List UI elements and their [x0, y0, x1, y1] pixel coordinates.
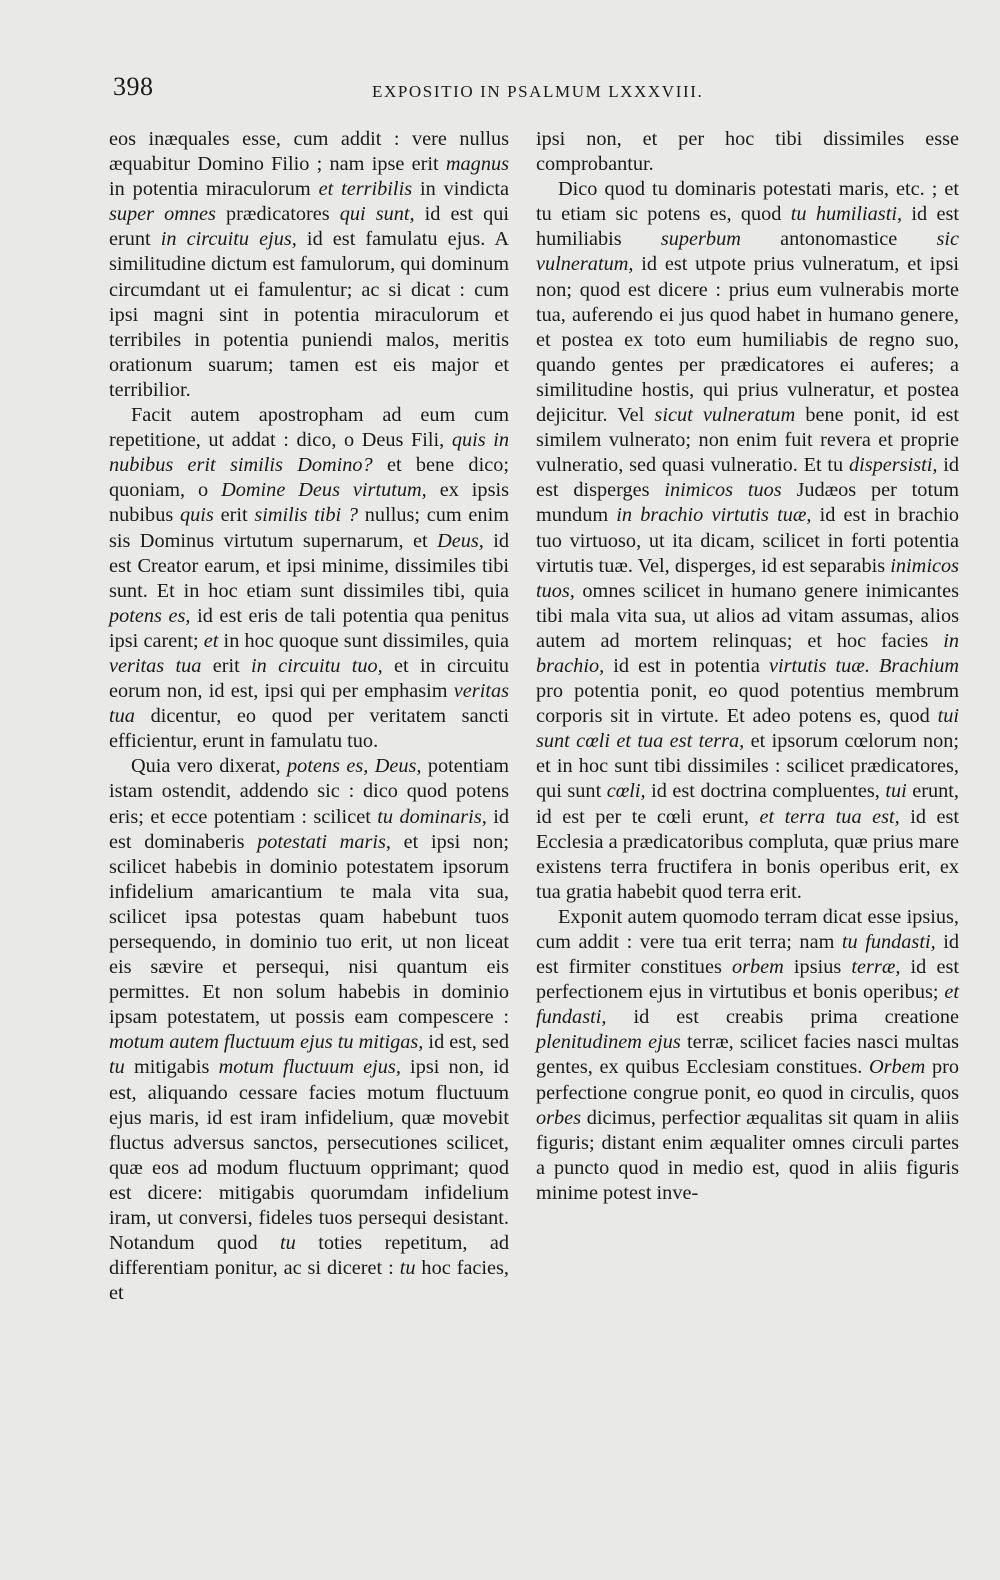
- text-segment: id est utpote prius vulneratum, et ipsi non; quod est dicere : prius eum vulnerabis morte tua, auferendo ei jus quod habet in humano genere, et postea ex toto eum humiliabis de regno suo, quando gentes per prædicatores ei auferes; a similitudine hostis, qui prius vulneratur, et postea dejicitur. Vel: [536, 253, 959, 427]
- text-segment: ipsius: [783, 956, 852, 979]
- text-segment: Quia vero dixerat,: [131, 755, 288, 778]
- italic-text: inimicos tuos,: [536, 554, 959, 602]
- italic-text: veritas tua: [109, 654, 202, 677]
- italic-text: in brachio virtutis tuæ,: [616, 504, 812, 527]
- italic-text: qui sunt,: [339, 203, 415, 226]
- italic-text: Domine Deus virtutum,: [221, 479, 427, 502]
- text-segment: mitigabis: [124, 1056, 219, 1079]
- italic-text: potens es, Deus,: [287, 755, 422, 778]
- text-segment: et bene dico; quoniam, o: [109, 454, 509, 502]
- text-segment: hoc facies, et: [109, 1257, 510, 1305]
- italic-text: tu: [280, 1232, 296, 1255]
- paragraph: [536, 127, 959, 177]
- italic-text: virtutis tuæ.: [768, 654, 870, 677]
- text-segment: pro potentia ponit, eo quod potentius membrum corporis sit in virtute. Et adeo potens es, quod: [536, 680, 959, 728]
- text-segment: toties repetitum, ad differentiam ponitur, ac si diceret :: [109, 1232, 509, 1280]
- text-segment: et ipsorum cœlorum non; et in hoc sunt tibi dissimiles : scilicet prædicatores, qui sunt: [536, 730, 959, 803]
- text-segment: Exponit autem quomodo terram dicat esse ipsius, cum addit : vere tua erit terra; nam: [536, 905, 959, 953]
- text-segment: et in circuitu eorum non, id est, ipsi qui per emphasim: [109, 654, 510, 703]
- text-segment: erit: [201, 654, 252, 677]
- italic-text: quis in nubibus erit similis Domino?: [109, 429, 510, 477]
- text-segment: [870, 655, 879, 677]
- text-segment: in hoc quoque sunt dissimiles, quia: [218, 629, 509, 652]
- italic-text: quis: [180, 504, 214, 527]
- text-segment: id est eris de tali potentia qua penitus ipsi carent;: [109, 604, 509, 652]
- italic-text: tu dominaris,: [377, 805, 487, 828]
- paragraph: [109, 403, 509, 754]
- italic-text: Brachium: [879, 654, 959, 677]
- text-segment: id est humiliabis: [536, 203, 959, 251]
- italic-text: tu humiliasti,: [790, 203, 903, 226]
- paragraph: [109, 127, 509, 403]
- text-segment: erit: [213, 504, 255, 527]
- italic-text: tu: [399, 1257, 416, 1280]
- text-segment: id est perfectionem ejus in virtutibus et bonis operibus;: [536, 956, 959, 1004]
- italic-text: et fundasti,: [536, 981, 959, 1029]
- italic-text: veritas tua: [109, 680, 509, 728]
- italic-text: et terra tua est,: [759, 805, 900, 828]
- running-title: EXPOSITIO IN PSALMUM LXXXVIII.: [372, 82, 704, 101]
- text-segment: bene ponit, id est similem vulnerato; non enim fuit revera et proprie vulneratio, sed quasi vulneratio. Et tu: [536, 404, 960, 477]
- text-segment: id est disperges: [536, 454, 959, 502]
- italic-text: et terribilis: [318, 178, 413, 201]
- italic-text: inimicos tuos: [664, 479, 782, 502]
- text-segment: id est famulatu ejus. A similitudine dictum est famulorum, qui dominum circumdant ut ei famulentur; ac si dicat : cum ipsi magni sint in potentia miraculorum et terribiles in potentia puniendi malos, meritis orationum suarum; tamen est eis major et terribilior.: [109, 228, 509, 401]
- text-segment: id est in potentia: [604, 654, 769, 677]
- italic-text: Orbem: [868, 1056, 926, 1079]
- text-segment: Dico quod tu dominaris potestati maris, etc. ; et tu etiam sic potens es, quod: [536, 178, 959, 226]
- italic-text: sic vulneratum,: [536, 228, 959, 276]
- text-segment: id est, sed: [423, 1031, 509, 1054]
- italic-text: in circuitu tuo,: [251, 654, 383, 677]
- italic-text: tu fundasti,: [841, 931, 936, 953]
- text-segment: ipsi non, id est, aliquando cessare facies motum fluctuum ejus maris, id est iram infidelium, quæ movebit fluctus adversus sanctos, persecutiones scilicet, quæ eos ad modum fluctuum opprimant; quod est dicere: mitigabis quorumdam infidelium iram, ut conversi, fideles tuos persequi desistant. Notandum quod: [109, 1056, 509, 1255]
- text-segment: terræ, scilicet facies nasci multas gentes, ex quibus Ecclesiam constitues.: [536, 1031, 959, 1079]
- page-header: [0, 72, 1000, 112]
- italic-text: motum fluctuum ejus,: [218, 1056, 401, 1079]
- page-number: 398: [113, 72, 154, 101]
- italic-text: sicut vulneratum: [654, 404, 796, 427]
- italic-text: orbem: [731, 956, 784, 979]
- text-segment: ipsi non, et per hoc tibi dissimiles esse comprobantur.: [536, 128, 959, 176]
- italic-text: similis tibi ?: [254, 504, 359, 527]
- italic-text: superbum: [660, 228, 741, 251]
- text-segment: id est dominaberis: [109, 805, 509, 853]
- text-segment: prædicatores: [215, 203, 340, 226]
- text-segment: id est firmiter constitues: [536, 931, 959, 979]
- text-segment: id est qui erunt: [109, 203, 510, 251]
- text-segment: Facit autem apostropham ad eum cum repetitione, ut addat : dico, o Deus Fili,: [109, 404, 509, 452]
- text-segment: potentiam istam ostendit, addendo sic : dico quod potens eris; et ecce potentiam : scilicet: [109, 755, 509, 828]
- text-segment: in vindicta: [412, 178, 509, 201]
- text-segment: id est in brachio tuo virtuoso, ut ita dicam, scilicet in forti potentia virtutis tuæ. Vel, disperges, id est separabis: [536, 504, 959, 577]
- italic-text: Deus,: [437, 529, 484, 552]
- italic-text: terræ,: [851, 956, 901, 979]
- italic-text: tui: [885, 780, 907, 803]
- text-segment: eos inæquales esse, cum addit : vere nullus æquabitur Domino Filio ; nam ipse erit: [109, 128, 509, 176]
- text-segment: Judæos per totum mundum: [536, 479, 959, 527]
- italic-text: in circuitu ejus,: [160, 228, 297, 251]
- italic-text: motum autem fluctuum ejus tu mitigas,: [109, 1031, 424, 1054]
- text-segment: id est Creator earum, et ipsi minime, dissimiles tibi sunt. Et in hoc etiam sunt dissimiles tibi, quia: [109, 529, 509, 602]
- italic-text: cœli,: [606, 780, 646, 803]
- italic-text: potestati maris,: [257, 830, 391, 853]
- text-segment: dicimus, perfectior æqualitas sit quam in aliis figuris; distant enim æqualiter omnes circuli partes a puncto quod in medio est, quod in aliis figuris minime potest inve-: [536, 1106, 959, 1204]
- text-segment: id est doctrina compluentes,: [645, 780, 886, 803]
- italic-text: tu: [109, 1056, 125, 1079]
- text-segment: pro perfectione congrue ponit, eo quod in circulis, quos: [536, 1056, 959, 1104]
- text-segment: dicentur, eo quod per veritatem sancti efficientur, erunt in famulatu tuo.: [109, 705, 509, 753]
- text-segment: et ipsi non; scilicet habebis in dominio potestatem ipsorum infidelium amaricantium te mala vita sua, scilicet ipsa potestas quam habebunt tuos persequendo, in dominio tuo erit, ut non liceat eis sævire et persequi, nisi quantum eis permittes. Et non solum habebis in dominio ipsam potestatem, ut possis eam compescere :: [109, 830, 509, 1029]
- paragraph: [109, 754, 509, 1306]
- text-segment: nullus; cum enim sis Dominus virtutum supernarum, et: [109, 504, 509, 552]
- italic-text: magnus: [445, 153, 509, 176]
- right-text-column: [536, 127, 959, 1206]
- text-segment: ex ipsis nubibus: [109, 479, 509, 527]
- text-segment: erunt, id est per te cœli erunt,: [536, 780, 959, 828]
- left-text-column: [109, 127, 509, 1306]
- italic-text: plenitudinem ejus: [536, 1031, 681, 1054]
- text-segment: omnes scilicet in humano genere inimicantes tibi mala vita sua, ut alios ad vitam assumas, alios autem ad mortem relinquas; et hoc facies: [536, 579, 959, 652]
- text-segment: id est creabis prima creatione: [606, 1006, 959, 1029]
- italic-text: in brachio,: [536, 629, 959, 677]
- italic-text: et: [203, 629, 219, 652]
- text-segment: in potentia miraculorum: [109, 178, 319, 201]
- paragraph: [536, 905, 959, 1206]
- italic-text: dispersisti,: [848, 454, 938, 477]
- italic-text: potens es,: [109, 604, 191, 627]
- text-segment: antonomastice: [740, 228, 937, 251]
- paragraph: [536, 177, 959, 905]
- italic-text: tui sunt cœli et tua est terra,: [536, 705, 959, 753]
- text-segment: id est Ecclesia a prædicatoribus compluta, quæ prius mare existens terra fructifera in bonis operibus erit, ex tua gratia habebit quod terra erit.: [536, 805, 960, 903]
- italic-text: orbes: [536, 1106, 582, 1129]
- italic-text: super omnes: [109, 203, 216, 226]
